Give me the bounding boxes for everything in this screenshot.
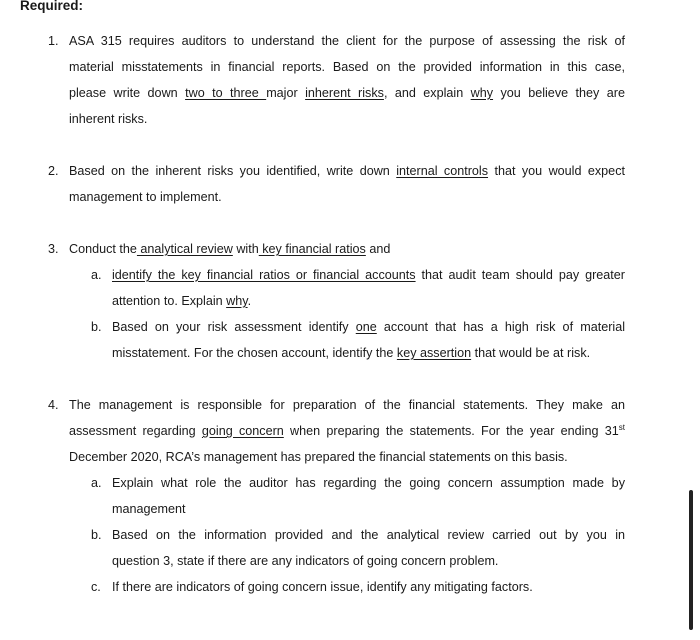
q1-underline-why: why xyxy=(470,86,494,100)
q3-b-line-1: Based on your risk assessment identify one account that has a high risk of material xyxy=(112,320,625,334)
question-3-number: 3. xyxy=(48,242,59,256)
q2-underline-internal-controls: internal controls xyxy=(396,164,489,178)
q3-b-underline-key-assertion: key assertion xyxy=(396,346,472,360)
question-4-number: 4. xyxy=(48,398,59,412)
q4-line-3: December 2020, RCA’s management has prepared the financial statements on this basis. xyxy=(69,450,568,464)
q4-line-1: The management is responsible for preparation of the financial statements. They make an xyxy=(69,398,625,412)
q1-underline-two-to-three: two to three xyxy=(185,86,267,100)
q3-a-underline-why: why xyxy=(226,294,248,308)
q3-a-line-2: attention to. Explain why. xyxy=(112,294,252,308)
q3-b-letter: b. xyxy=(91,320,102,334)
q1-line-1: ASA 315 requires auditors to understand the client for the purpose of assessing the risk of xyxy=(69,34,625,48)
question-1-number: 1. xyxy=(48,34,59,48)
q4-a-line-2: management xyxy=(112,502,186,516)
q4-c-line-1: If there are indicators of going concern issue, identify any mitigating factors. xyxy=(112,580,533,594)
q4-a-line-1: Explain what role the auditor has regarding the going concern assumption made by xyxy=(112,476,625,490)
q4-underline-going-concern: going concern xyxy=(201,424,284,438)
q4-b-line-2: question 3, state if there are any indicators of going concern problem. xyxy=(112,554,499,568)
q4-b-line-1: Based on the information provided and the analytical review carried out by you in xyxy=(112,528,625,542)
q2-line-2: management to implement. xyxy=(69,190,222,204)
q3-a-underline: identify the key financial ratios or financial accounts xyxy=(112,268,416,282)
vertical-scrollbar[interactable] xyxy=(689,490,693,630)
required-heading: Required: xyxy=(20,0,84,13)
q1-underline-inherent-risks: inherent risks xyxy=(305,86,384,100)
q4-line-2: assessment regarding going concern when preparing the statements. For the year ending 31st xyxy=(69,423,625,438)
q4-b-letter: b. xyxy=(91,528,102,542)
q1-line-4: inherent risks. xyxy=(69,112,148,126)
question-2-number: 2. xyxy=(48,164,59,178)
q4-c-letter: c. xyxy=(91,580,101,594)
q1-line-2: material misstatements in financial reports. Based on the provided information in this case, xyxy=(69,60,625,74)
q3-a-line-1: identify the key financial ratios or financial accounts that audit team should pay greater xyxy=(112,268,625,282)
q3-underline-analytical-review: analytical review xyxy=(136,242,233,256)
q1-line-3: please write down two to three major inherent risks, and explain why you believe they are xyxy=(69,86,625,100)
q2-line-1: Based on the inherent risks you identified, write down internal controls that you would expect xyxy=(69,164,625,178)
q3-line-1: Conduct the analytical review with key financial ratios and xyxy=(69,242,391,256)
q3-underline-key-financial-ratios: key financial ratios xyxy=(258,242,366,256)
q4-superscript-st: st xyxy=(618,423,625,432)
q4-a-letter: a. xyxy=(91,476,102,490)
q3-b-underline-one: one xyxy=(355,320,377,334)
q3-b-line-2: misstatement. For the chosen account, identify the key assertion that would be at risk. xyxy=(112,346,591,360)
q3-a-letter: a. xyxy=(91,268,102,282)
